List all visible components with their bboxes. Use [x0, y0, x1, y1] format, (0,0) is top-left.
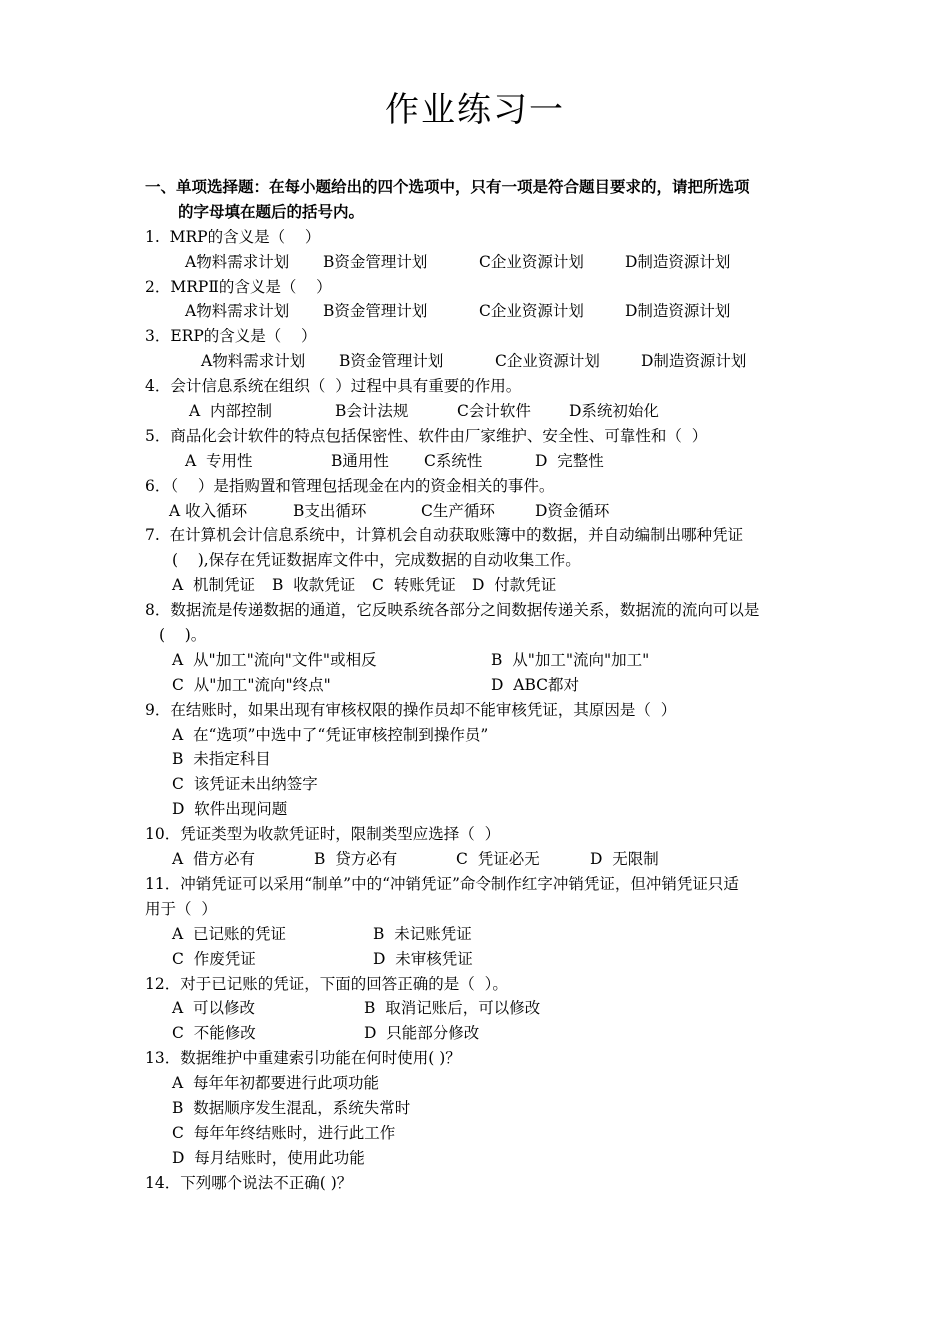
option-a: A 收入循环	[169, 501, 248, 520]
option-c: C 作废凭证	[172, 949, 256, 968]
option-c: C 该凭证未出纳签字	[172, 775, 318, 794]
option-a: A物料需求计划	[185, 302, 290, 321]
question-6-options	[145, 499, 835, 524]
option-a: A 专用性	[185, 451, 253, 470]
question-2-options	[145, 299, 835, 324]
question-8-cont: ( )。	[159, 626, 207, 645]
question-8: 8．数据流是传递数据的通道，它反映系统各部分之间数据传递关系，数据流的流向可以是	[145, 601, 760, 620]
question-8-options-row2	[145, 673, 835, 698]
question-3-options	[145, 349, 835, 374]
option-c: C 每年年终结账时，进行此工作	[172, 1123, 396, 1142]
option-c: C 转账凭证	[372, 576, 456, 595]
question-1: 1. MRP的含义是（ ）	[145, 227, 321, 246]
option-d: D制造资源计划	[641, 352, 747, 371]
option-c: C企业资源计划	[495, 352, 600, 371]
option-b: B支出循环	[293, 501, 367, 520]
option-c: C会计软件	[457, 402, 531, 421]
option-b: B通用性	[331, 451, 389, 470]
option-a: A物料需求计划	[185, 252, 290, 271]
option-a: A 在“选项”中选中了“凭证审核控制到操作员”	[172, 725, 489, 744]
question-4-options	[145, 399, 835, 424]
option-a: A 每年年初都要进行此项功能	[172, 1074, 380, 1093]
option-c: C系统性	[424, 451, 483, 470]
option-c: C 从"加工"流向"终点"	[172, 675, 331, 694]
option-d: D 只能部分修改	[364, 1024, 480, 1043]
option-d: D 未审核凭证	[373, 949, 473, 968]
question-10-options	[145, 847, 835, 872]
section-heading: 一、单项选择题：在每小题给出的四个选项中，只有一项是符合题目要求的，请把所选项	[145, 177, 750, 196]
question-5: 5．商品化会计软件的特点包括保密性、软件由厂家维护、安全性、可靠性和（ ）	[145, 426, 708, 445]
question-7-cont: ( ),保存在凭证数据库文件中，完成数据的自动收集工作。	[172, 551, 581, 570]
option-a: A 借方必有	[172, 850, 256, 869]
question-11-options-row1	[145, 922, 835, 947]
option-c: C 凭证必无	[456, 850, 540, 869]
option-d: D制造资源计划	[625, 302, 731, 321]
option-a: A 机制凭证	[172, 576, 256, 595]
option-c: C生产循环	[421, 501, 495, 520]
question-3: 3．ERP的含义是（ ）	[145, 327, 317, 346]
exercise-content	[145, 175, 835, 1196]
option-d: D制造资源计划	[625, 252, 731, 271]
option-b: B 未指定科目	[172, 750, 271, 769]
option-d: D 付款凭证	[472, 576, 557, 595]
question-11-options-row2	[145, 947, 835, 972]
question-5-options	[145, 449, 835, 474]
question-7-options	[145, 573, 835, 598]
option-b: B 取消记账后，可以修改	[364, 999, 541, 1018]
option-b: B 数据顺序发生混乱，系统失常时	[172, 1098, 411, 1117]
option-a: A 可以修改	[172, 999, 256, 1018]
option-c: C企业资源计划	[479, 302, 584, 321]
option-d: D 完整性	[535, 451, 604, 470]
question-14: 14．下列哪个说法不正确( )？	[145, 1173, 353, 1192]
option-d: D资金循环	[535, 501, 610, 520]
option-b: B资金管理计划	[323, 252, 428, 271]
question-11-cont: 用于（ ）	[145, 899, 217, 918]
option-d: D 软件出现问题	[172, 800, 288, 819]
option-b: B会计法规	[335, 402, 409, 421]
option-d: D 每月结账时，使用此功能	[172, 1148, 365, 1167]
question-12: 12．对于已记账的凭证，下面的回答正确的是（ ）。	[145, 974, 508, 993]
question-12-options-row2	[145, 1021, 835, 1046]
option-a: A 从"加工"流向"文件"或相反	[172, 650, 377, 669]
option-a: A 已记账的凭证	[172, 924, 287, 943]
option-a: A 内部控制	[189, 402, 273, 421]
question-9: 9．在结账时，如果出现有审核权限的操作员却不能审核凭证，其原因是（ ）	[145, 700, 677, 719]
option-b: B资金管理计划	[323, 302, 428, 321]
option-d: D系统初始化	[569, 402, 659, 421]
option-b: B 未记账凭证	[373, 924, 472, 943]
question-13: 13．数据维护中重建索引功能在何时使用( )？	[145, 1049, 461, 1068]
option-b: B 从"加工"流向"加工"	[491, 650, 650, 669]
option-c: C企业资源计划	[479, 252, 584, 271]
question-4: 4．会计信息系统在组织（ ）过程中具有重要的作用。	[145, 377, 522, 396]
question-11: 11．冲销凭证可以采用“制单”中的“冲销凭证”命令制作红字冲销凭证，但冲销凭证只适	[145, 874, 739, 893]
option-d: D ABC都对	[491, 675, 580, 694]
option-b: B 贷方必有	[314, 850, 398, 869]
question-7: 7. 在计算机会计信息系统中，计算机会自动获取账簿中的数据，并自动编制出哪种凭证	[145, 526, 744, 545]
question-12-options-row1	[145, 996, 835, 1021]
section-heading-cont: 的字母填在题后的括号内。	[178, 201, 365, 221]
question-8-options-row1	[145, 648, 835, 673]
option-d: D 无限制	[590, 850, 659, 869]
question-10: 10．凭证类型为收款凭证时，限制类型应选择（ ）	[145, 825, 501, 844]
option-b: B 收款凭证	[272, 576, 356, 595]
question-6: 6．（ ）是指购置和管理包括现金在内的资金相关的事件。	[145, 476, 555, 495]
question-2: 2．MRPⅡ的含义是（ ）	[145, 277, 332, 296]
option-b: B资金管理计划	[339, 352, 444, 371]
option-a: A物料需求计划	[201, 352, 306, 371]
question-1-options	[145, 250, 835, 275]
page-title: 作业练习一	[385, 90, 565, 130]
option-c: C 不能修改	[172, 1024, 256, 1043]
